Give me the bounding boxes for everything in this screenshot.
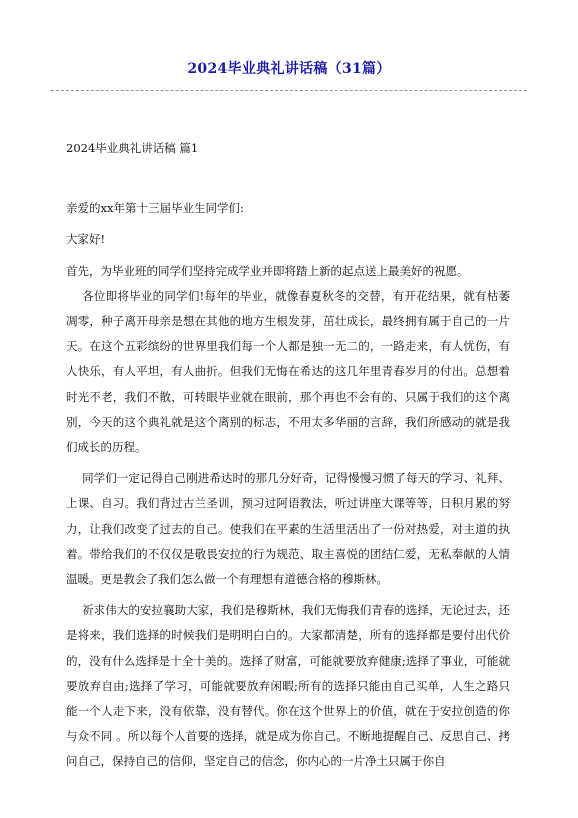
paragraph-4: 祈求伟大的安拉襄助大家，我们是穆斯林，我们无悔我们青春的选择，无论过去，还是将来，我们选择的时候我们是明明白白的。大家都清楚，所有的选择都是要付出代价的，没有什么选择是十全十美的。选择了财富，可能就要放弃健康;选择了事业，可能就要放弃自由;选择了学习，可能就要放弃闲暇;所有的选择只能由自己买单，人生之路只能一个人走下来，没有依靠，没有替代。你在这个世界上的价值，就在于安拉创造的你与众不同 。所以每个人首要的选择，就是成为你自己。不断地提醒自己、反思自己、拷问自己，保持自己的信仰，坚定自己的信念，你内心的一片净土只属于你自 — [66, 603, 510, 769]
paragraph-1: 首先，为毕业班的同学们坚持完成学业并即将踏上新的起点送上最美好的祝愿。 — [66, 263, 469, 278]
paragraph-2: 各位即将毕业的同学们!每年的毕业，就像春夏秋冬的交替，有开花结果，就有枯萎凋零，种子离开母亲是想在其他的地方生根发芽，茁壮成长，最终拥有属于自己的一片天。在这个五彩缤纷的世界里我们每一个人都是独一无二的，一路走来，有人忧伤，有人快乐，有人平坦，有人曲折。但我们无悔在希达的这几年里青春岁月的付出。总想着时光不老，我们不散，可转眼毕业就在眼前，那个再也不会有的、只属于我们的这个离别，今天的这个典礼就是这个离别的标志，不用太多华丽的言辞，我们所感动的就是我们成长的历程。 — [66, 288, 510, 455]
paragraph-3: 同学们一定记得自己刚进希达时的那几分好奇，记得慢慢习惯了每天的学习、礼拜、上课、自习。我们背过古兰圣训，预习过阿语教法，听过讲座大课等等，日积月累的努力，让我们改变了过去的自己。使我们在平素的生活里活出了一份对热爱，对主道的执着。带给我们的不仅仅是敬畏安拉的行为规范、取主喜悦的团结仁爱，无私奉献的人情温暖。更是教会了我们怎么做一个有理想有道德合格的穆斯林。 — [66, 471, 510, 587]
title-divider — [51, 90, 527, 91]
section-heading: 2024毕业典礼讲话稿 篇1 — [66, 141, 199, 155]
spacer — [66, 161, 510, 196]
document-body — [66, 136, 510, 775]
salutation: 亲爱的xx年第十三届毕业生同学们: — [66, 201, 244, 216]
document-title: 2024毕业典礼讲话稿（31篇） — [187, 61, 391, 77]
greeting: 大家好! — [66, 232, 106, 247]
